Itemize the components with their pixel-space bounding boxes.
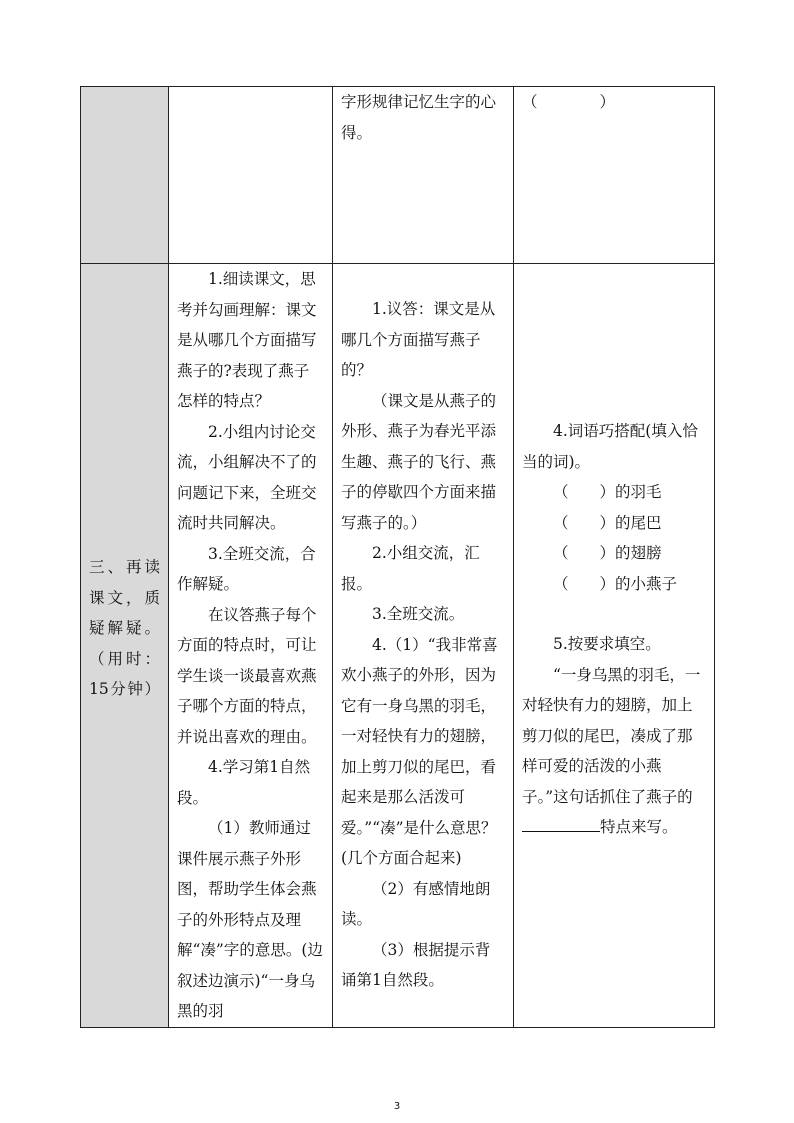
teacher-paragraph: 2.小组内讨论交流，小组解决不了的问题记下来，全班交流时共同解决。 (177, 422, 317, 532)
spacer (522, 264, 706, 416)
fill-in-blank[interactable] (522, 813, 600, 832)
teacher-activity-cell (169, 87, 333, 264)
stage-line: 疑解疑。 (89, 619, 160, 637)
exercise-q5-title: 5.按要求填空。 (553, 635, 661, 653)
student-paragraph: 3.全班交流。 (372, 605, 465, 623)
teacher-paragraph: 在议答燕子每个方面的特点时，可让学生谈一谈最喜欢燕子哪个方面的特点，并说出喜欢的理由。 (177, 605, 317, 746)
student-activity-cell (333, 87, 514, 264)
page-number: 3 (393, 1101, 401, 1112)
lesson-plan-table (80, 86, 715, 1028)
exercise-q5-body (522, 660, 706, 843)
stage-line: （用时： (89, 649, 160, 668)
teacher-paragraph: 3.全班交流，合作解疑。 (177, 544, 316, 593)
student-paragraph: 2.小组交流，汇报。 (341, 544, 480, 593)
spacer (341, 264, 505, 294)
student-paragraph: （2）有感情地朗读。 (341, 879, 491, 928)
teacher-activity-cell (169, 264, 333, 1028)
student-text: 字形规律记忆生字的心得。 (341, 93, 497, 142)
spacer (522, 599, 706, 629)
stage-cell (81, 87, 169, 264)
table-row (81, 87, 715, 264)
exercise-cell (514, 87, 715, 264)
exercise-q4-item: （ ）的小燕子 (553, 574, 678, 593)
stage-cell (81, 264, 169, 1028)
stage-label (89, 552, 160, 705)
table-row (81, 264, 715, 1028)
exercise-q4-title: 4.词语巧搭配(填入恰当的词)。 (522, 422, 698, 471)
exercise-q4-item: （ ）的羽毛 (553, 483, 662, 501)
teacher-paragraph: （1）教师通过课件展示燕子外形图，帮助学生体会燕子的外形特点及理解“凑”字的意思。(边叙述边演示)“一身乌黑的羽 (177, 819, 323, 1020)
teacher-paragraph: 4.学习第1自然段。 (177, 758, 311, 807)
student-paragraph: 1.议答：课文是从哪几个方面描写燕子的？ (341, 300, 496, 379)
student-paragraph: （3）根据提示背诵第1自然段。 (341, 940, 491, 989)
exercise-q4-item: （ ）的翅膀 (553, 544, 662, 562)
exercise-q5-tail: 特点来写。 (600, 818, 678, 836)
stage-line: 15分钟） (89, 680, 160, 698)
student-paragraph: （课文是从燕子的外形、燕子为春光平添生趣、燕子的飞行、燕子的停歇四个方面来描写燕子的。） (341, 391, 497, 532)
exercise-cell (514, 264, 715, 1028)
student-activity-cell (333, 264, 514, 1028)
stage-line: 课文，质 (89, 588, 160, 607)
exercise-q4-item: （ ）的尾巴 (553, 513, 662, 532)
teacher-paragraph: 1.细读课文，思考并勾画理解：课文是从哪几个方面描写燕子的?表现了燕子怎样的特点？ (177, 270, 317, 410)
exercise-q5-text: “一身乌黑的羽毛，一对轻快有力的翅膀，加上剪刀似的尾巴，凑成了那样可爱的活泼的小燕子。”这句话抓住了燕子的 (522, 665, 701, 806)
stage-line: 三、再读 (89, 558, 160, 576)
student-paragraph: 4.（1）“我非常喜欢小燕子的外形，因为它有一身乌黑的羽毛，一对轻快有力的翅膀，加上剪刀似的尾巴，看起来是那么活泼可爱。”“凑”是什么意思？(几个方面合起来) (341, 635, 498, 867)
answer-parentheses: （ ） (522, 93, 616, 111)
